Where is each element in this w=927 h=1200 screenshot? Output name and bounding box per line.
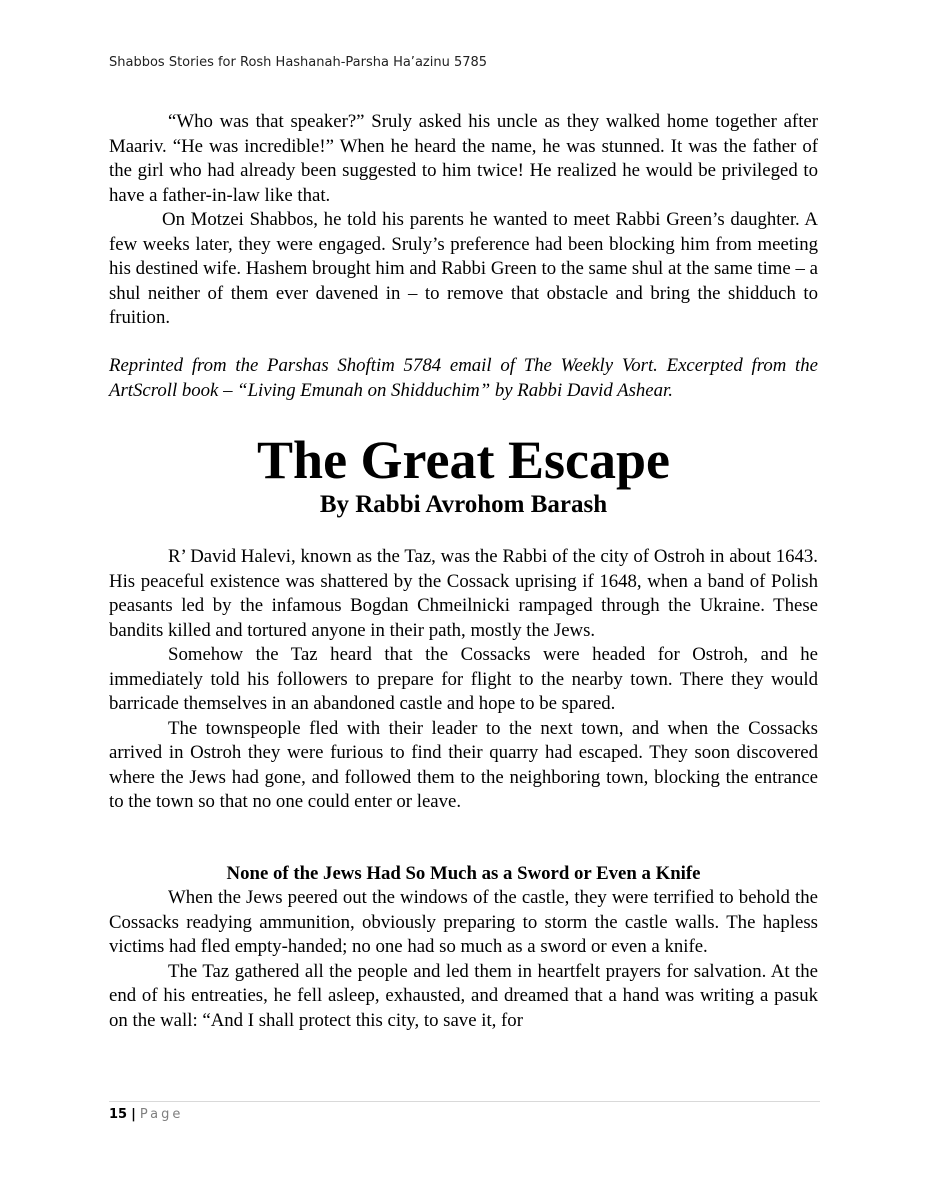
section-subheading: None of the Jews Had So Much as a Sword or Even a Knife [226, 863, 701, 884]
article-paragraph-1: R’ David Halevi, known as the Taz, was the Rabbi of the city of Ostroh in about 1643. His peaceful existence was shattered by the Cossack uprising if 1648, when a band of Polish peasants led by the infamous Bogdan Chmeilnicki rampaged through the Ukraine. These bandits killed and tortured anyone in their path, mostly the Jews. [109, 546, 818, 641]
intro-paragraph-2: On Motzei Shabbos, he told his parents he wanted to meet Rabbi Green’s daughter. A few weeks later, they were engaged. Sruly’s preference had been blocking him from meeting his destined wife. Hashem brought him and Rabbi Green to the same shul at the same time – a shul neither of them ever davened in – to remove that obstacle and bring the shidduch to fruition. [109, 209, 818, 328]
article-section-1 [109, 545, 818, 815]
article-paragraph-3: The townspeople fled with their leader to the next town, and when the Cossacks arrived in Ostroh they were furious to find their quarry had escaped. They soon discovered where the Jews had gone, and followed them to the neighboring town, blocking the entrance to the town so that no one could enter or leave. [109, 717, 818, 812]
intro-section [109, 110, 818, 331]
footer-divider [109, 1101, 820, 1102]
article-paragraph-5: The Taz gathered all the people and led them in heartfelt prayers for salvation. At the end of his entreaties, he fell asleep, exhausted, and dreamed that a hand was writing a pasuk on the wall: “And I shall protect this city, to save it, for [109, 960, 818, 1031]
article-title: The Great Escape [257, 430, 670, 490]
article-paragraph-4: When the Jews peered out the windows of the castle, they were terrified to behold the Cossacks readying ammunition, obviously preparing to storm the castle walls. The hapless victims had fled empty-handed; no one had so much as a sword or even a knife. [109, 887, 818, 957]
page-footer [109, 1107, 183, 1122]
article-paragraph-2: Somehow the Taz heard that the Cossacks were headed for Ostroh, and he immediately told his followers to prepare for flight to the nearby town. There they would barricade themselves in an abandoned castle and hope to be spared. [109, 644, 818, 714]
article-byline: By Rabbi Avrohom Barash [319, 491, 608, 518]
reprint-note: Reprinted from the Parshas Shoftim 5784 email of The Weekly Vort. Excerpted from the ArtScroll book – “Living Emunah on Shidduchim” by Rabbi David Ashear. [109, 355, 818, 401]
page-label: Page [139, 1107, 184, 1122]
page-number: 15 [109, 1107, 128, 1122]
running-header: Shabbos Stories for Rosh Hashanah-Parsha Ha’azinu 5785 [109, 55, 488, 70]
intro-paragraph-1: “Who was that speaker?” Sruly asked his uncle as they walked home together after Maariv. “He was incredible!” When he heard the name, he was stunned. It was the father of the girl who had already been suggested to him twice! He realized he would be privileged to have a father-in-law like that. [109, 111, 818, 206]
footer-separator: | [131, 1107, 136, 1122]
article-section-2 [109, 886, 818, 1033]
